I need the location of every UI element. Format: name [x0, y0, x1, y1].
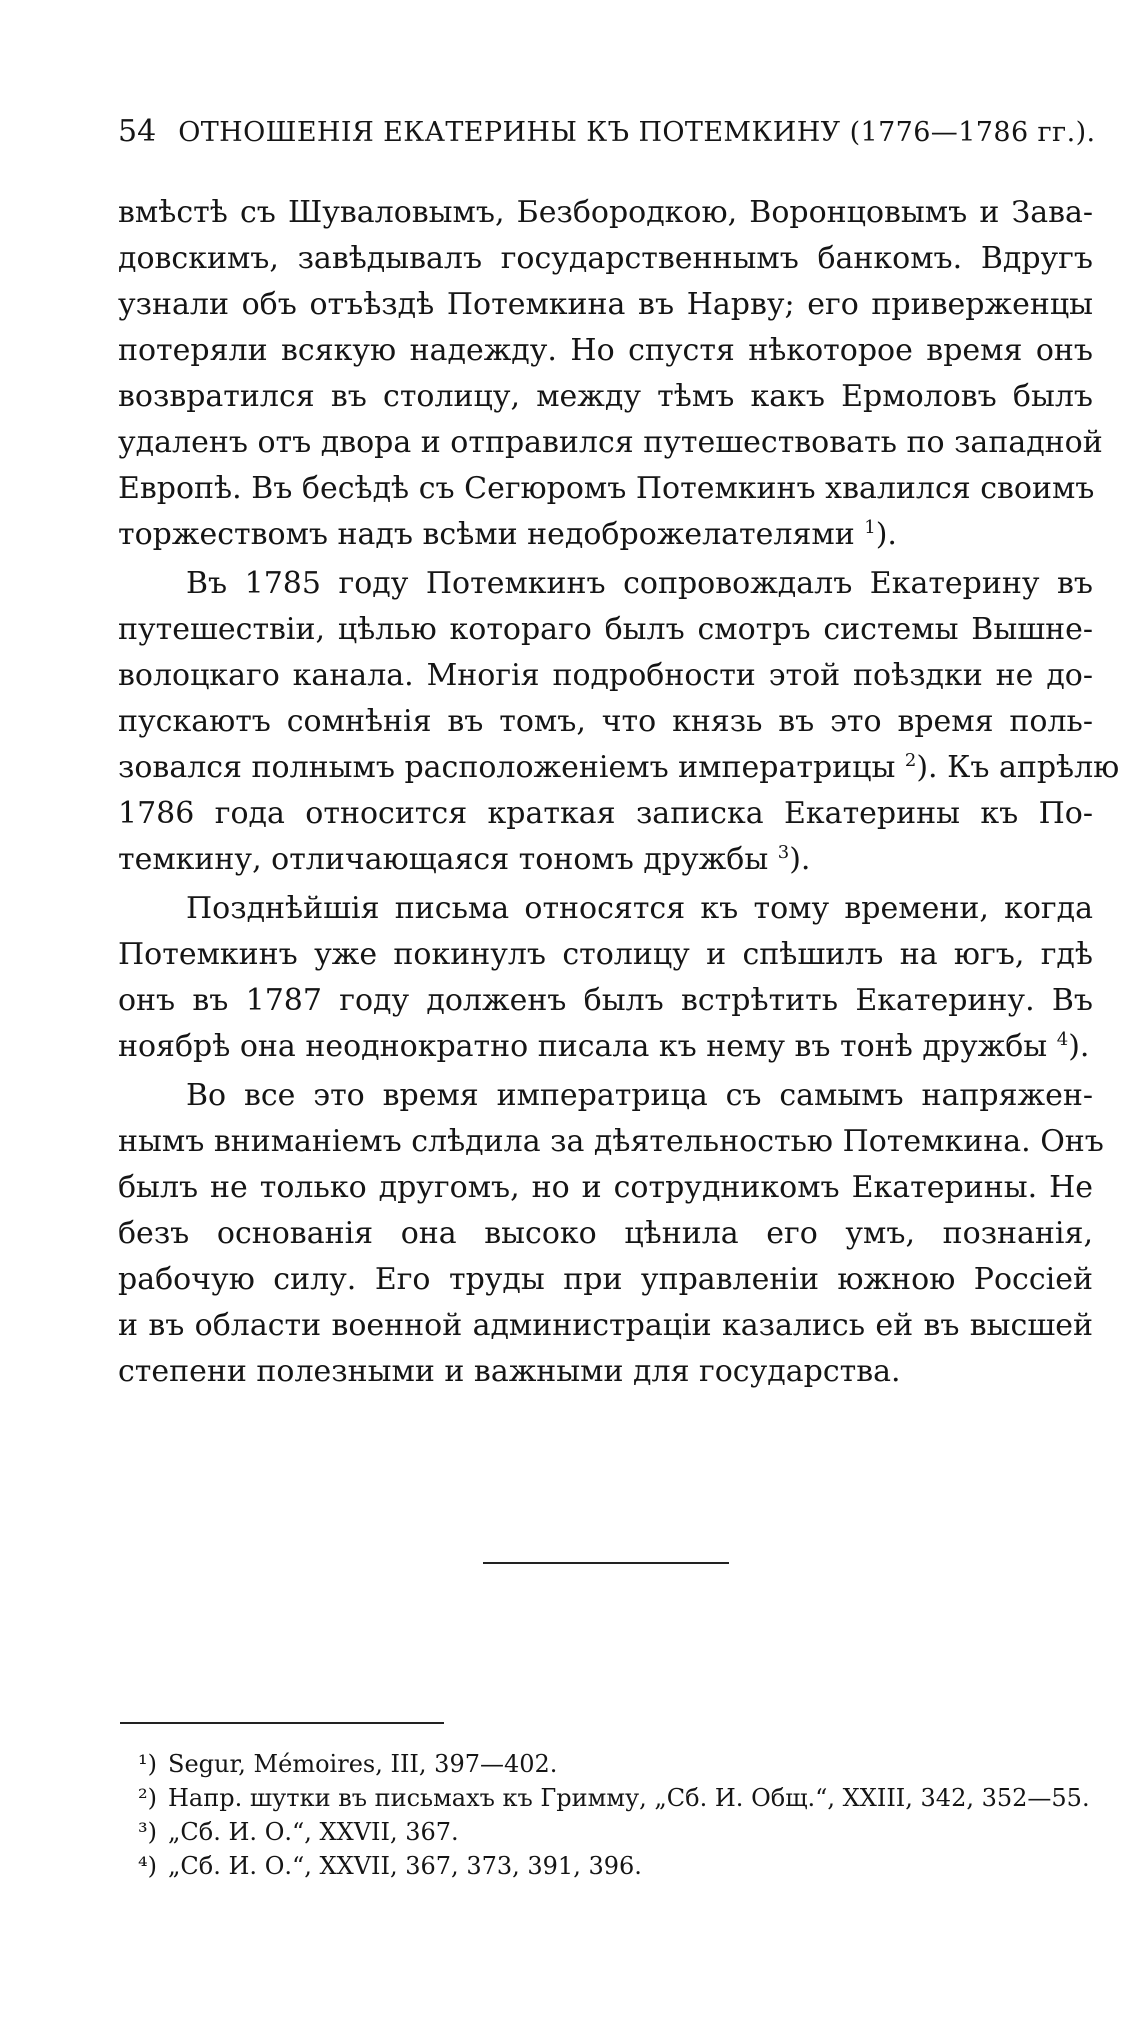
body-line: волоцкаго канала. Многія подробности этой поѣздки не до-: [118, 658, 1093, 693]
body-line: Въ 1785 году Потемкинъ сопровождалъ Екатерину въ: [186, 566, 1093, 601]
body-line: Во все это время императрица съ самымъ напряжен-: [186, 1078, 1093, 1113]
footnote-text: Напр. шутки въ письмахъ къ Гримму, „Сб. И. Общ.“, XXIII, 342, 352—55.: [168, 1784, 1090, 1812]
footnote-divider: [120, 1722, 444, 1724]
body-line: темкину, отличающаяся тономъ дружбы $^3$).: [118, 842, 811, 877]
section-divider: [483, 1562, 729, 1564]
body-line: безъ основанія она высоко цѣнила его умъ, познанія,: [118, 1216, 1093, 1251]
footnote-text: „Сб. И. О.“, XXVII, 367.: [168, 1818, 459, 1846]
body-line: и въ области военной администраціи казались ей въ высшей: [118, 1308, 1093, 1343]
body-line: Позднѣйшія письма относятся къ тому времени, когда: [186, 891, 1093, 926]
body-line: 1786 года относится краткая записка Екатерины къ По-: [118, 796, 1093, 831]
body-line: нымъ вниманіемъ слѣдила за дѣятельностью Потемкина. Онъ: [118, 1124, 1104, 1159]
footnote-ref: 2: [904, 750, 917, 771]
body-line: возвратился въ столицу, между тѣмъ какъ Ермоловъ былъ: [118, 379, 1093, 414]
footnote-mark: ³): [138, 1818, 157, 1846]
body-line: торжествомъ надъ всѣми недоброжелателями $^1$).: [118, 517, 897, 552]
footnote: [138, 1816, 1098, 1848]
footnote-text: „Сб. И. О.“, XXVII, 367, 373, 391, 396.: [168, 1852, 642, 1880]
body-line: пускаютъ сомнѣнія въ томъ, что князь въ это время поль-: [118, 704, 1093, 739]
body-line: онъ въ 1787 году долженъ былъ встрѣтить Екатерину. Въ: [118, 983, 1093, 1018]
body-line: вмѣстѣ съ Шуваловымъ, Безбородкою, Воронцовымъ и Зава-: [118, 195, 1093, 230]
body-line: Европѣ. Въ бесѣдѣ съ Сегюромъ Потемкинъ хвалился своимъ: [118, 471, 1095, 506]
body-line: удаленъ отъ двора и отправился путешествовать по западной: [118, 425, 1103, 460]
running-title: ОТНОШЕНІЯ ЕКАТЕРИНЫ КЪ ПОТЕМКИНУ (1776—1786 гг.).: [178, 117, 1096, 148]
body-line: узнали объ отъѣздѣ Потемкина въ Нарву; его приверженцы: [118, 287, 1093, 322]
body-line: довскимъ, завѣдывалъ государственнымъ банкомъ. Вдругъ: [118, 241, 1093, 276]
body-line: степени полезными и важными для государства.: [118, 1354, 901, 1389]
footnote-ref: 1: [864, 517, 876, 538]
body-line: потеряли всякую надежду. Но спустя нѣкоторое время онъ: [118, 333, 1093, 368]
footnote-ref: 3: [777, 842, 790, 863]
body-line: былъ не только другомъ, но и сотрудникомъ Екатерины. Не: [118, 1170, 1093, 1205]
footnote: [138, 1850, 1098, 1882]
body-line: Потемкинъ уже покинулъ столицу и спѣшилъ на югъ, гдѣ: [118, 937, 1093, 972]
footnote-mark: ⁴): [138, 1852, 157, 1880]
running-header: [118, 112, 1096, 153]
body-line: рабочую силу. Его труды при управленіи южною Россіей: [118, 1262, 1093, 1297]
body-line: ноябрѣ она неоднократно писала къ нему въ тонѣ дружбы $^4$).: [118, 1029, 1090, 1064]
footnote: [138, 1748, 1098, 1780]
page-number: 54: [118, 114, 157, 149]
body-line: путешествіи, цѣлью котораго былъ смотръ системы Вышне-: [118, 612, 1093, 647]
body-line: зовался полнымъ расположеніемъ императрицы $^2$). Къ апрѣлю: [118, 750, 1120, 785]
footnote-text: Segur, Mémoires, III, 397—402.: [168, 1750, 558, 1778]
footnote-mark: ²): [138, 1784, 157, 1812]
footnote-ref: 4: [1056, 1029, 1069, 1050]
footnote-mark: ¹): [138, 1750, 157, 1778]
footnote: [138, 1782, 1098, 1814]
